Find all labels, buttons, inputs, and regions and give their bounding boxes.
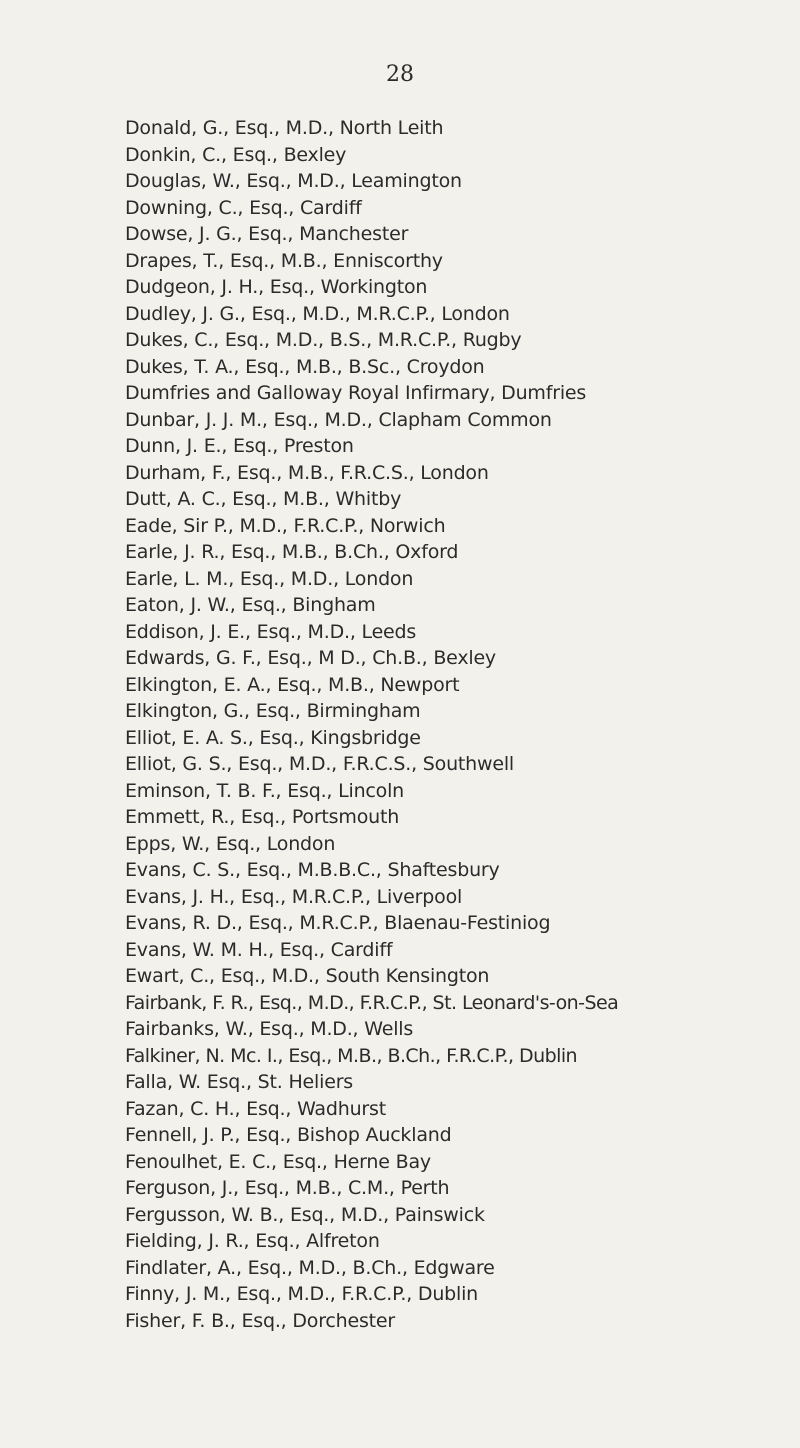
list-item: Finny, J. M., Esq., M.D., F.R.C.P., Dublin bbox=[125, 1283, 479, 1305]
list-item: Fairbank, F. R., Esq., M.D., F.R.C.P., St. Leonard's-on-Sea bbox=[125, 991, 619, 1014]
list-item: Fennell, J. P., Esq., Bishop Auckland bbox=[125, 1124, 452, 1146]
list-item: Elkington, E. A., Esq., M.B., Newport bbox=[125, 673, 460, 696]
list-item: Dudgeon, J. H., Esq., Workington bbox=[125, 276, 428, 298]
list-item: Evans, J. H., Esq., M.R.C.P., Liverpool bbox=[125, 885, 463, 908]
list-item: Fergusson, W. B., Esq., M.D., Painswick bbox=[125, 1203, 485, 1226]
list-item: Dunn, J. E., Esq., Preston bbox=[125, 435, 354, 457]
list-item: Dukes, C., Esq., M.D., B.S., M.R.C.P., Rugby bbox=[125, 329, 522, 351]
list-item: Fazan, C. H., Esq., Wadhurst bbox=[125, 1097, 386, 1120]
list-item: Evans, C. S., Esq., M.B.B.C., Shaftesbury bbox=[125, 859, 500, 881]
list-item: Earle, L. M., Esq., M.D., London bbox=[125, 567, 414, 590]
list-item: Eminson, T. B. F., Esq., Lincoln bbox=[125, 779, 404, 802]
list-item: Elkington, G., Esq., Birmingham bbox=[125, 700, 421, 722]
list-item: Elliot, G. S., Esq., M.D., F.R.C.S., Southwell bbox=[125, 753, 515, 775]
list-item: Dowse, J. G., Esq., Manchester bbox=[125, 223, 409, 245]
list-item: Ferguson, J., Esq., M.B., C.M., Perth bbox=[125, 1177, 450, 1199]
list-item: Eade, Sir P., M.D., F.R.C.P., Norwich bbox=[125, 514, 446, 537]
list-item: Fisher, F. B., Esq., Dorchester bbox=[125, 1309, 396, 1332]
list-item: Ewart, C., Esq., M.D., South Kensington bbox=[125, 965, 490, 987]
list-item: Douglas, W., Esq., M.D., Leamington bbox=[125, 170, 462, 192]
list-item: Eddison, J. E., Esq., M.D., Leeds bbox=[125, 620, 417, 643]
list-item: Evans, W. M. H., Esq., Cardiff bbox=[125, 938, 393, 961]
list-item: Dudley, J. G., Esq., M.D., M.R.C.P., London bbox=[125, 302, 510, 325]
list-item: Dunbar, J. J. M., Esq., M.D., Clapham Common bbox=[125, 408, 552, 431]
list-item: Findlater, A., Esq., M.D., B.Ch., Edgware bbox=[125, 1256, 495, 1279]
list-item: Fairbanks, W., Esq., M.D., Wells bbox=[125, 1018, 414, 1040]
list-item: Drapes, T., Esq., M.B., Enniscorthy bbox=[125, 249, 443, 272]
list-item: Earle, J. R., Esq., M.B., B.Ch., Oxford bbox=[125, 541, 459, 563]
list-item: Dumfries and Galloway Royal Infirmary, Dumfries bbox=[125, 382, 587, 404]
list-item: Elliot, E. A. S., Esq., Kingsbridge bbox=[125, 726, 421, 749]
list-item: Durham, F., Esq., M.B., F.R.C.S., London bbox=[125, 461, 489, 484]
list-item: Falla, W. Esq., St. Heliers bbox=[125, 1071, 353, 1093]
list-item: Epps, W., Esq., London bbox=[125, 832, 336, 855]
list-item: Falkiner, N. Mc. I., Esq., M.B., B.Ch., F.R.C.P., Dublin bbox=[125, 1044, 578, 1067]
list-item: Downing, C., Esq., Cardiff bbox=[125, 196, 362, 219]
list-item: Dutt, A. C., Esq., M.B., Whitby bbox=[125, 488, 402, 510]
list-item: Eaton, J. W., Esq., Bingham bbox=[125, 594, 376, 616]
list-item: Fenoulhet, E. C., Esq., Herne Bay bbox=[125, 1150, 431, 1173]
subscriber-list bbox=[125, 115, 618, 1334]
page-number: 28 bbox=[386, 62, 414, 87]
list-item: Fielding, J. R., Esq., Alfreton bbox=[125, 1230, 380, 1252]
list-item: Donald, G., Esq., M.D., North Leith bbox=[125, 117, 444, 139]
list-item: Edwards, G. F., Esq., M D., Ch.B., Bexley bbox=[125, 647, 496, 669]
list-item: Donkin, C., Esq., Bexley bbox=[125, 143, 347, 166]
list-item: Emmett, R., Esq., Portsmouth bbox=[125, 806, 400, 828]
list-item: Dukes, T. A., Esq., M.B., B.Sc., Croydon bbox=[125, 355, 485, 378]
list-item: Evans, R. D., Esq., M.R.C.P., Blaenau-Festiniog bbox=[125, 912, 551, 934]
